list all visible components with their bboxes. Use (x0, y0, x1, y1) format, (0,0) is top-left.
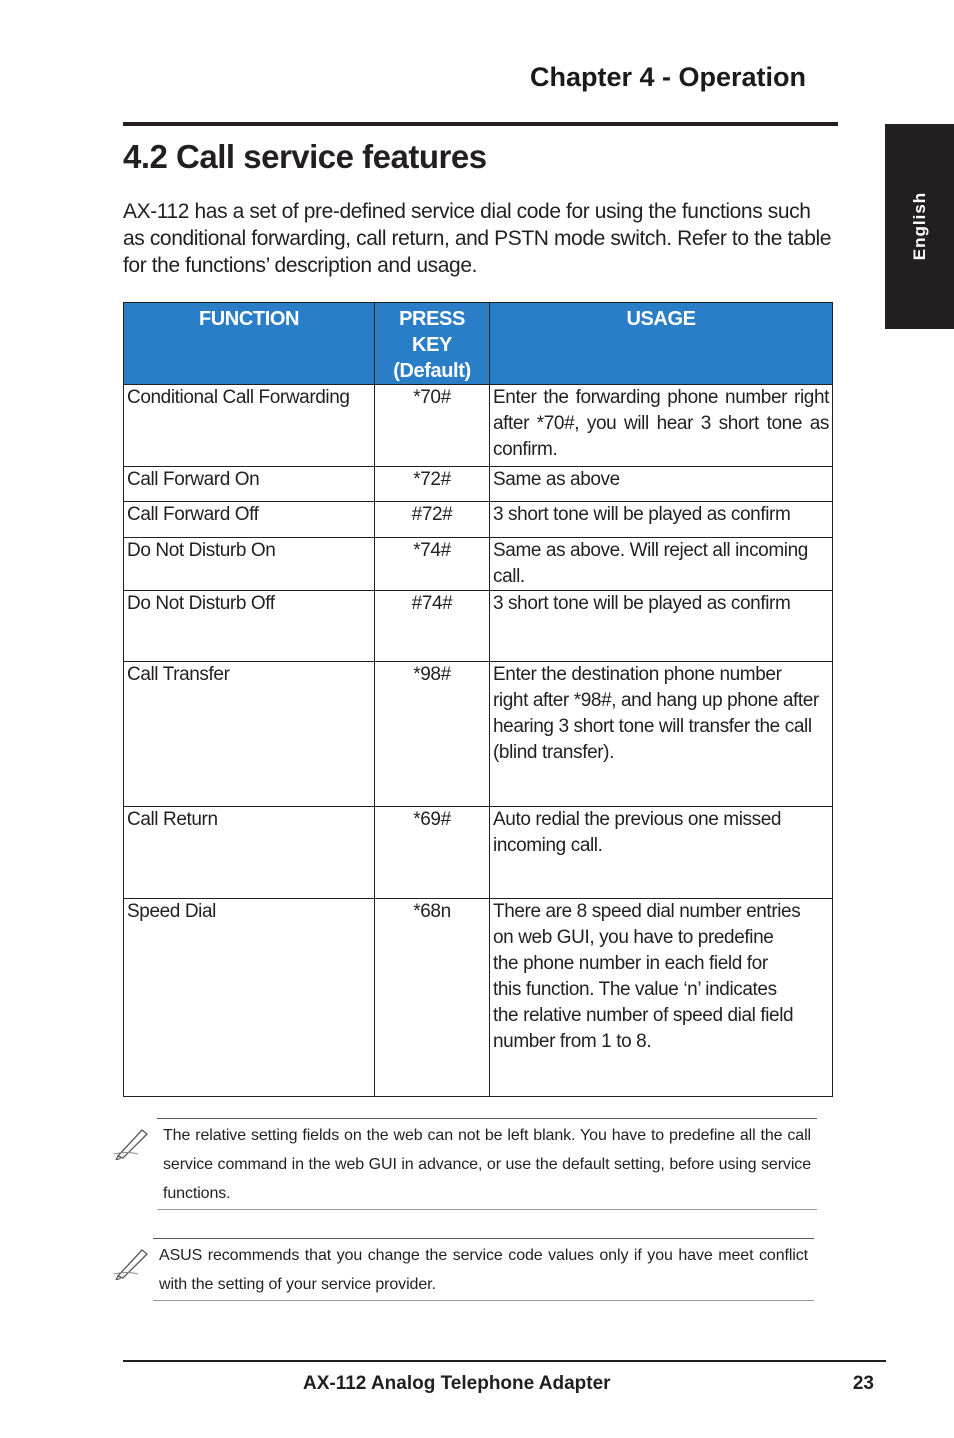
language-tab-label: English (909, 191, 929, 261)
table-row (124, 662, 833, 807)
key-cell: #72# (375, 502, 490, 538)
column-header-usage: USAGE (490, 303, 833, 385)
note-box (153, 1238, 814, 1301)
note-text: The relative setting fields on the web can not be left blank. You have to predefine all the call service command in the web GUI in advance, or use the default setting, before using service functions. (163, 1127, 811, 1202)
usage-cell: Enter the destination phone number right after *98#, and hang up phone after hearing 3 short tone will transfer the call (blind transfer). (490, 662, 833, 807)
table-row (124, 502, 833, 538)
section-title: 4.2 Call service features (123, 138, 487, 175)
intro-paragraph: AX-112 has a set of pre-defined service dial code for using the functions such as conditional forwarding, call return, and PSTN mode switch. Refer to the table for the functions’ description and usage. (123, 200, 832, 277)
note-box (157, 1118, 817, 1210)
key-cell: #74# (375, 591, 490, 662)
function-cell: Call Transfer (124, 662, 375, 807)
column-header-press-key: PRESS KEY (Default) (375, 303, 490, 385)
function-cell: Call Forward Off (124, 502, 375, 538)
function-cell: Speed Dial (124, 899, 375, 1097)
function-cell: Do Not Disturb Off (124, 591, 375, 662)
table-header-row (124, 303, 833, 385)
call-service-table (123, 302, 833, 1097)
column-header-function: FUNCTION (124, 303, 375, 385)
key-cell: *68n (375, 899, 490, 1097)
note-block (110, 1238, 820, 1303)
table-row (124, 538, 833, 591)
table-row (124, 591, 833, 662)
key-cell: *69# (375, 807, 490, 899)
chapter-heading: Chapter 4 - Operation (529, 62, 806, 92)
usage-cell: Same as above (490, 467, 833, 502)
function-cell: Conditional Call Forwarding (124, 385, 375, 467)
key-cell: *98# (375, 662, 490, 807)
page-number: 23 (852, 1373, 874, 1394)
function-cell: Do Not Disturb On (124, 538, 375, 591)
table-row (124, 385, 833, 467)
footer-rule (123, 1360, 886, 1362)
usage-cell: 3 short tone will be played as confirm (490, 502, 833, 538)
usage-cell: Same as above. Will reject all incoming call. (490, 538, 833, 591)
function-cell: Call Return (124, 807, 375, 899)
key-cell: *74# (375, 538, 490, 591)
usage-cell: Enter the forwarding phone number right after *70#, you will hear 3 short tone as confirm. (490, 385, 833, 467)
table-row (124, 807, 833, 899)
usage-cell: There are 8 speed dial number entries on web GUI, you have to predefine the phone number in each field for this function. The value ‘n’ indicates the relative number of speed dial field number from 1 to 8. (490, 899, 833, 1097)
note-block (110, 1118, 820, 1213)
usage-cell: 3 short tone will be played as confirm (490, 591, 833, 662)
footer-product-title: AX-112 Analog Telephone Adapter (303, 1373, 611, 1394)
function-cell: Call Forward On (124, 467, 375, 502)
header-rule (123, 122, 838, 126)
table-row (124, 467, 833, 502)
language-tab (885, 124, 954, 329)
key-cell: *72# (375, 467, 490, 502)
pen-note-icon (112, 1244, 152, 1280)
table-row (124, 899, 833, 1097)
usage-cell: Auto redial the previous one missed incoming call. (490, 807, 833, 899)
pen-note-icon (112, 1124, 152, 1160)
note-text: ASUS recommends that you change the service code values only if you have meet conflict with the setting of your service provider. (159, 1247, 808, 1293)
key-cell: *70# (375, 385, 490, 467)
